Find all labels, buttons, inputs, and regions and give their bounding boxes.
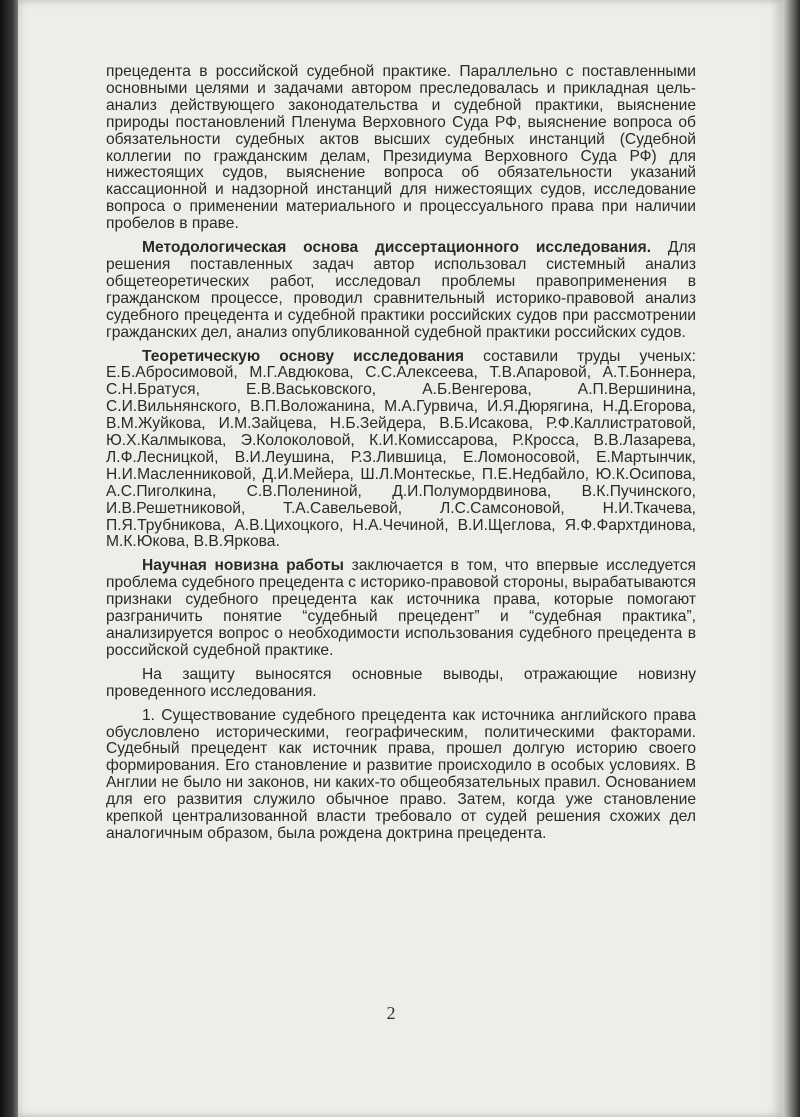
novelty-text: заключается в том, что впервые исследуется проблема судебного прецедента с историко-правовой стороны, вырабатываются признаки судебного прецедента как источника права, которые помогают разграничить понятие “судебный прецедент” и “судебная практика”, анализируется вопрос о необходимости использования судебного прецедента в российской судебной практике. (106, 557, 696, 659)
methodology-heading: Методологическая основа диссертационного исследования. (142, 239, 652, 257)
paragraph-methodology (106, 240, 696, 341)
paragraph-conclusion-1: 1. Существование судебного прецедента как источника английского права обусловлено историческими, географическим, политическими факторами. Судебный прецедент как источник права, прошел долгую историю своего формирования. Его становление и развитие происходило в особых условиях. В Англии не было ни законов, ни каких-то общеобязательных правил. Основанием для его развития служило обычное право. Затем, когда уже становление крепкой централизованной власти требовало от судей решения схожих дел аналогичным образом, была рождена доктрина прецедента. (106, 706, 696, 842)
novelty-heading: Научная новизна работы (142, 557, 344, 575)
paragraph-novelty (106, 558, 696, 659)
page-number: 2 (386, 1003, 396, 1023)
theory-text: составили труды ученых: Е.Б.Абросимовой, М.Г.Авдюкова, С.С.Алексеева, Т.В.Апаровой, А.Т.Боннера, С.Н.Братуся, Е.В.Васьковского, А.Б.Венгерова, А.П.Вершинина, С.И.Вильнянского, В.П.Воложанина, М.А.Гурвича, И.Я.Дюрягина, Н.Д.Егорова, В.М.Жуйкова, И.М.Зайцева, Н.Б.Зейдера, В.Б.Исакова, Р.Ф.Каллистратовой, Ю.Х.Калмыкова, Э.Колоколовой, К.И.Комиссарова, Р.Кросса, В.В.Лазарева, Л.Ф.Лесницкой, В.И.Леушина, Р.З.Лившица, Е.Ломоносовой, Е.Мартынчик, Н.И.Масленниковой, Д.И.Мейера, Ш.Л.Монтескье, П.Е.Недбайло, Ю.К.Осипова, А.С.Пиголкина, С.В.Полениной, Д.И.Полумордвинова, В.К.Пучинского, И.В.Решетниковой, Т.А.Савельевой, Л.С.Самсоновой, Н.И.Ткачева, П.Я.Трубникова, А.В.Цихоцкого, Н.А.Чечиной, В.И.Щеглова, Я.Ф.Фархтдинова, М.К.Юкова, В.В.Яркова. (106, 347, 696, 551)
theory-heading: Теоретическую основу исследования (142, 347, 465, 365)
book-spine-shadow (0, 0, 18, 1117)
document-body (106, 64, 696, 850)
paragraph-theory (106, 349, 696, 552)
paragraph-defense: На защиту выносятся основные выводы, отражающие новизну проведенного исследования. (106, 665, 696, 700)
methodology-text: Для решения поставленных задач автор использовал системный анализ общетеоретических работ, исследовал проблемы правоприменения в гражданском процессе, проводил сравнительный историко-правовой анализ судебного прецедента и судебной практики российских судов при рассмотрении гражданских дел, анализ опубликованной судебной практики российских судов. (106, 239, 696, 341)
page-edge-shadow (783, 0, 800, 1117)
paragraph-intro: прецедента в российской судебной практике. Параллельно с поставленными основными целями и задачами автором преследовалась и прикладная цель- анализ действующего законодательства и судебной практики, выяснение природы постановлений Пленума Верховного Суда РФ, выяснение вопроса об обязательности судебных актов высших судебных инстанций (Судебной коллегии по гражданским делам, Президиума Верховного Суда РФ) для нижестоящих судов, выяснение вопроса об обязательности указаний кассационной и надзорной инстанций для нижестоящих судов, исследование вопроса о применении материального и процессуального права при наличии пробелов в праве. (106, 63, 696, 233)
